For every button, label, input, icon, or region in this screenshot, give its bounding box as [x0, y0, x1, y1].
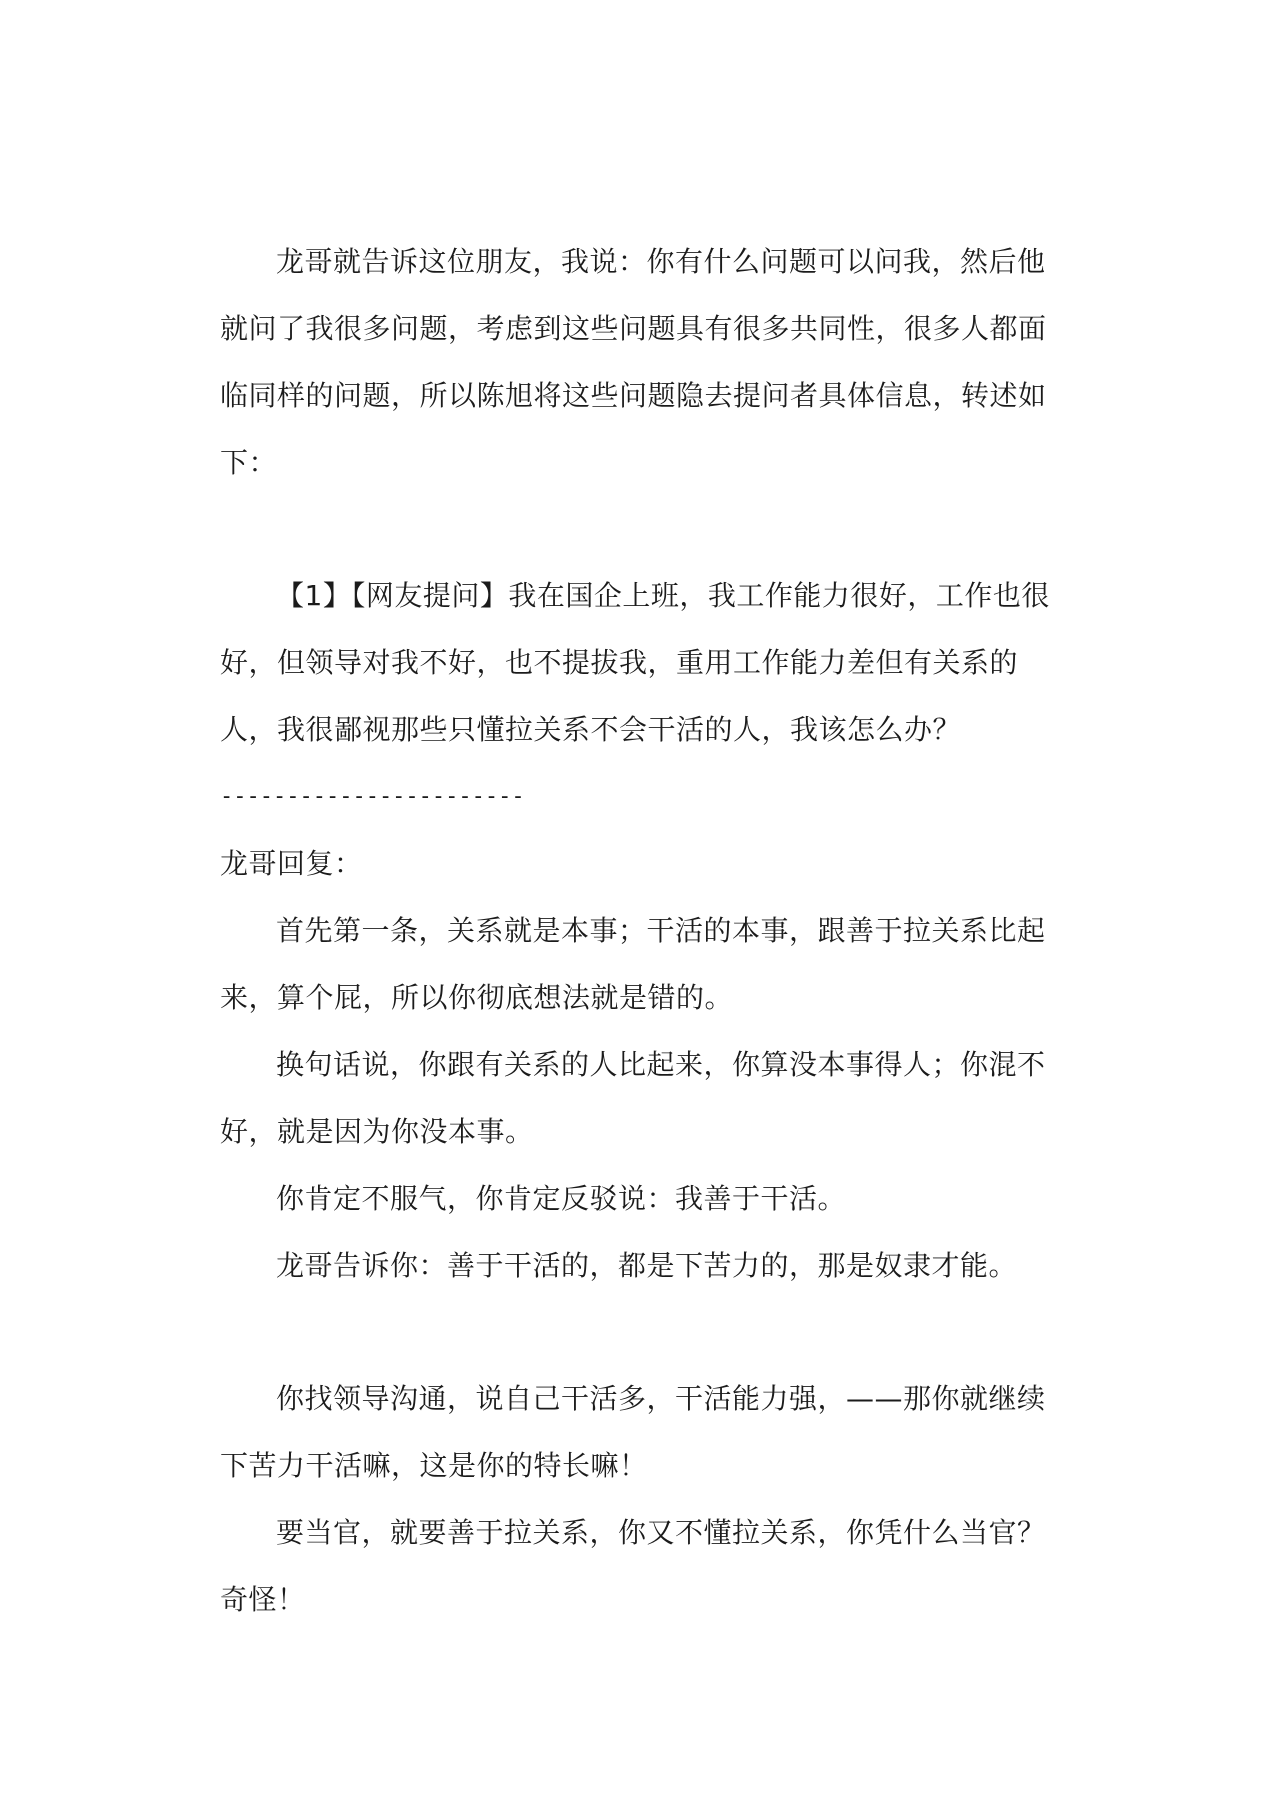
reply-paragraph-2: 换句话说，你跟有关系的人比起来，你算没本事得人；你混不好，就是因为你没本事。: [220, 1048, 1046, 1148]
reply-paragraph-6: 要当官，就要善于拉关系，你又不懂拉关系，你凭什么当官？奇怪！: [220, 1516, 1046, 1616]
reply-paragraph-4: 龙哥告诉你：善于干活的，都是下苦力的，那是奴隶才能。: [276, 1249, 1018, 1282]
intro-paragraph: 龙哥就告诉这位朋友，我说：你有什么问题可以问我，然后他就问了我很多问题，考虑到这些问题具有很多共同性，很多人都面临同样的问题，所以陈旭将这些问题隐去提问者具体信息，转述如下：: [220, 245, 1047, 479]
reply-paragraph-3: 你肯定不服气，你肯定反驳说：我善于干活。: [276, 1182, 847, 1215]
reply-heading: 龙哥回复：: [220, 847, 363, 880]
reply-paragraph-5: 你找领导沟通，说自己干活多，干活能力强，——那你就继续下苦力干活嘛，这是你的特长嘛！: [220, 1382, 1046, 1482]
dashed-divider: -----------------------: [220, 784, 525, 809]
reply-paragraph-1: 首先第一条，关系就是本事；干活的本事，跟善于拉关系比起来，算个屁，所以你彻底想法就是错的。: [220, 914, 1046, 1014]
question-paragraph: 【1】【网友提问】我在国企上班，我工作能力很好，工作也很好，但领导对我不好，也不提拔我，重用工作能力差但有关系的人，我很鄙视那些只懂拉关系不会干活的人，我该怎么办？: [220, 579, 1050, 746]
paragraph-spacer: [220, 1299, 1065, 1365]
paragraph-spacer: [220, 496, 1065, 562]
document-body: [220, 228, 1065, 1633]
